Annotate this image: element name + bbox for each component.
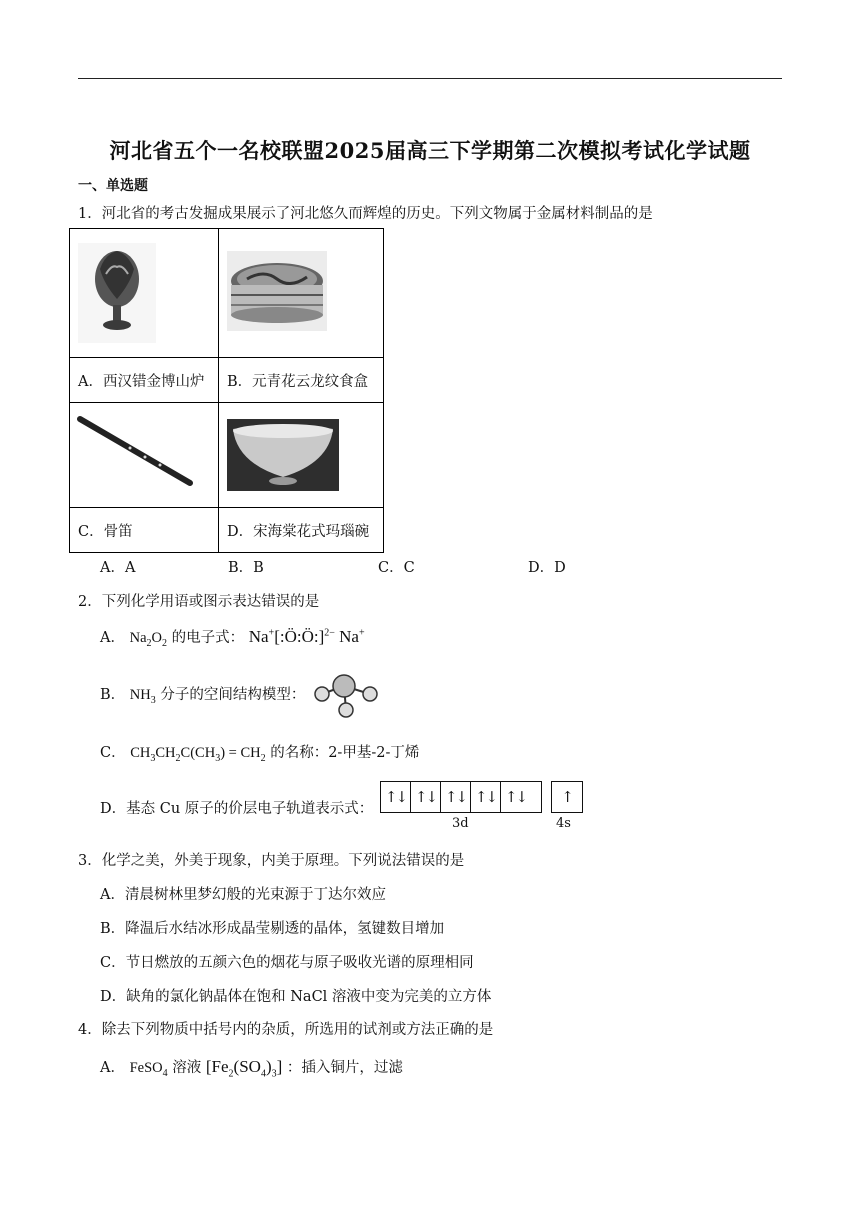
question-1-stem: 1．河北省的考古发掘成果展示了河北悠久而辉煌的历史。下列文物属于金属材料制品的是 <box>78 206 653 222</box>
q2-option-d[interactable]: D．基态 Cu 原子的价层电子轨道表示式： <box>100 801 374 817</box>
q4-a-prefix: A． <box>100 1060 125 1076</box>
q3-option-a[interactable]: A．清晨树林里梦幻般的光束源于丁达尔效应 <box>100 887 386 903</box>
nh3-formula: $NH_3$ <box>129 687 156 706</box>
q1-option-a[interactable]: A．A <box>100 560 136 576</box>
section-heading: 一、单选题 <box>78 178 148 194</box>
q2-a-text: 的电子式： <box>171 630 245 646</box>
q3-option-d[interactable]: D．缺角的氯化钠晶体在饱和 NaCl 溶液中变为完美的立方体 <box>100 989 492 1005</box>
porcelain-box-image <box>219 229 383 353</box>
nh3-ball-model-icon <box>310 668 386 720</box>
question-3-stem: 3．化学之美，外美于现象，内美于原理。下列说法错误的是 <box>78 853 465 869</box>
q1-option-c[interactable]: C．C <box>378 560 415 576</box>
orbital-box: ↑↓ <box>504 788 527 806</box>
q3-option-b[interactable]: B．降温后水结冰形成晶莹剔透的晶体，氢键数目增加 <box>100 921 445 937</box>
orbital-4s-box <box>551 781 583 813</box>
q4-option-a[interactable] <box>100 1056 403 1079</box>
q2-c-prefix: C． <box>100 745 126 761</box>
orbital-box: ↑↓ <box>381 782 411 812</box>
orbital-4s-label: 4s <box>556 816 571 831</box>
q2-c-text: 的名称：2-甲基-2-丁烯 <box>270 745 420 761</box>
alkene-formula: $CH_3CH_2C(CH_3) = CH_2$ <box>130 745 266 764</box>
artifact-image-d <box>219 403 384 508</box>
q4-a-mid: 溶液 <box>172 1060 202 1076</box>
orbital-3d-label: 3d <box>452 816 469 831</box>
q2-option-a[interactable] <box>100 626 365 649</box>
bronze-incense-burner-image <box>70 229 218 353</box>
impurity-formula: $[Fe_2(SO_4)_3]$ <box>205 1057 283 1080</box>
question-2-stem: 2．下列化学用语或图示表达错误的是 <box>78 594 320 610</box>
electron-formula: Na+[:Ö:Ö:]$^{2-}$ Na+ <box>248 627 365 646</box>
artifact-label-b: B．元青花云龙纹食盒 <box>219 358 384 403</box>
feso4-formula: FeSO$_4$ <box>129 1060 168 1079</box>
question-4-stem: 4．除去下列物质中括号内的杂质，所选用的试剂或方法正确的是 <box>78 1022 494 1038</box>
q3-option-c[interactable]: C．节日燃放的五颜六色的烟花与原子吸收光谱的原理相同 <box>100 955 474 971</box>
q2-b-prefix: B． <box>100 687 126 703</box>
q2-option-c[interactable] <box>100 741 419 764</box>
header-rule <box>78 78 782 79</box>
artifact-label-a: A．西汉错金博山炉 <box>70 358 219 403</box>
orbital-box: ↑↓ <box>441 782 471 812</box>
orbital-3d-boxes <box>380 781 542 813</box>
orbital-box: ↑↓ <box>411 782 441 812</box>
q1-option-b[interactable]: B．B <box>228 560 264 576</box>
orbital-box: ↑ <box>561 788 572 806</box>
artifact-image-c <box>70 403 219 508</box>
q2-a-prefix: A． <box>100 630 125 646</box>
artifact-label-d: D．宋海棠花式玛瑙碗 <box>219 508 384 553</box>
na2o2-formula: $Na_2O_2$ <box>129 630 167 649</box>
artifact-table <box>69 228 384 553</box>
q4-a-text: ：插入铜片，过滤 <box>286 1060 403 1076</box>
orbital-box: ↑↓ <box>471 782 501 812</box>
page-title: 河北省五个一名校联盟2025届高三下学期第二次模拟考试化学试题 <box>109 138 751 163</box>
q1-option-d[interactable]: D．D <box>528 560 566 576</box>
artifact-image-b <box>219 229 384 358</box>
artifact-label-c: C．骨笛 <box>70 508 219 553</box>
q2-option-b[interactable] <box>100 683 305 706</box>
bone-flute-image <box>70 403 218 503</box>
q2-b-text: 分子的空间结构模型： <box>160 687 306 703</box>
agate-bowl-image <box>219 403 383 503</box>
artifact-image-a <box>70 229 219 358</box>
